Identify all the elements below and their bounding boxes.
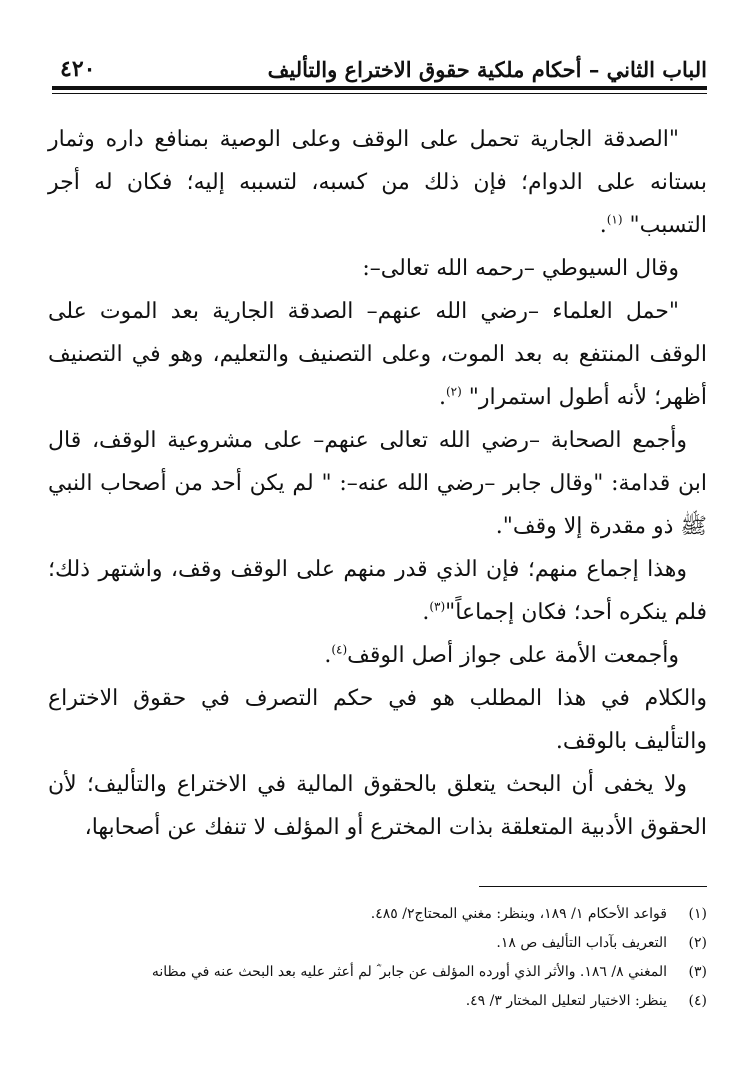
paragraph-suyuti-intro: وقال السيوطي –رحمه الله تعالى–: [362, 256, 679, 281]
header-rule-thick [52, 86, 707, 90]
page-number: ٤٢٠ [60, 56, 96, 82]
paragraph-topic: والكلام في هذا المطلب هو في حكم التصرف في حقوق الاختراع والتأليف بالوقف. [48, 686, 707, 754]
page-header [52, 48, 707, 82]
footnote-item [60, 987, 707, 1016]
footnote-number: (٤) [688, 993, 707, 1009]
footnote-item [60, 958, 707, 987]
footnote-ref-1[interactable]: (١) [606, 212, 623, 227]
footnote-separator [479, 886, 707, 887]
main-text [48, 118, 707, 849]
footnote-ref-2[interactable]: (٢) [445, 384, 462, 399]
paragraph-quote-2: "حمل العلماء –رضي الله عنهم– الصدقة الجارية بعد الموت على الوقف المنتفع به بعد الموت، وعلى التصنيف والتعليم، وهو في التصنيف أظهر؛ لأنه أطول استمرار" $^{(٢)}$. [48, 299, 707, 410]
paragraph-quote-1: "الصدقة الجارية تحمل على الوقف وعلى الوصية بمنافع داره وثمار بستانه على الدوام؛ فإن ذلك من كسبه، لتسببه إليه؛ فكان له أجر التسبب" $^{(١)}$. [48, 127, 707, 238]
header-rule-thin [52, 93, 707, 94]
footnote-text: قواعد الأحكام ١/ ١٨٩، وينظر: مغني المحتاج٢/ ٤٨٥. [370, 906, 667, 922]
footnotes [60, 900, 707, 1016]
paragraph-ijma-sahaba: وأجمع الصحابة –رضي الله تعالى عنهم– على مشروعية الوقف، قال ابن قدامة: "وقال جابر –رضي الله عنه–: " لم يكن أحد من أصحاب النبي ﷺ ذو مقدرة إلا وقف". [48, 428, 707, 539]
footnote-text: المغني ٨/ ١٨٦. والأثر الذي أورده المؤلف عن جابر ؓ لم أعثر عليه بعد البحث عنه في مظانه [151, 964, 667, 980]
footnote-ref-3[interactable]: (٣) [429, 599, 446, 614]
footnote-number: (١) [688, 906, 707, 922]
footnote-number: (٣) [688, 964, 707, 980]
chapter-title: الباب الثاني – أحكام ملكية حقوق الاختراع والتأليف [267, 57, 707, 82]
footnote-item [60, 900, 707, 929]
footnote-text: ينظر: الاختيار لتعليل المختار ٣/ ٤٩. [465, 993, 667, 1009]
footnote-item [60, 929, 707, 958]
paragraph-umma: وأجمعت الأمة على جواز أصل الوقف$^{(٤)}$. [324, 642, 679, 668]
footnote-text: التعريف بآداب التأليف ص ١٨. [496, 935, 667, 951]
paragraph-rights: ولا يخفى أن البحث يتعلق بالحقوق المالية في الاختراع والتأليف؛ لأن الحقوق الأدبية المتعلقة بذات المخترع أو المؤلف لا تنفك عن أصحابها، [48, 772, 707, 840]
footnote-number: (٢) [688, 935, 707, 951]
paragraph-ijma: وهذا إجماع منهم؛ فإن الذي قدر منهم على الوقف وقف، واشتهر ذلك؛ فلم ينكره أحد؛ فكان إجماعاً"$^{(٣)}$. [48, 557, 707, 625]
footnote-ref-4[interactable]: (٤) [331, 642, 348, 657]
